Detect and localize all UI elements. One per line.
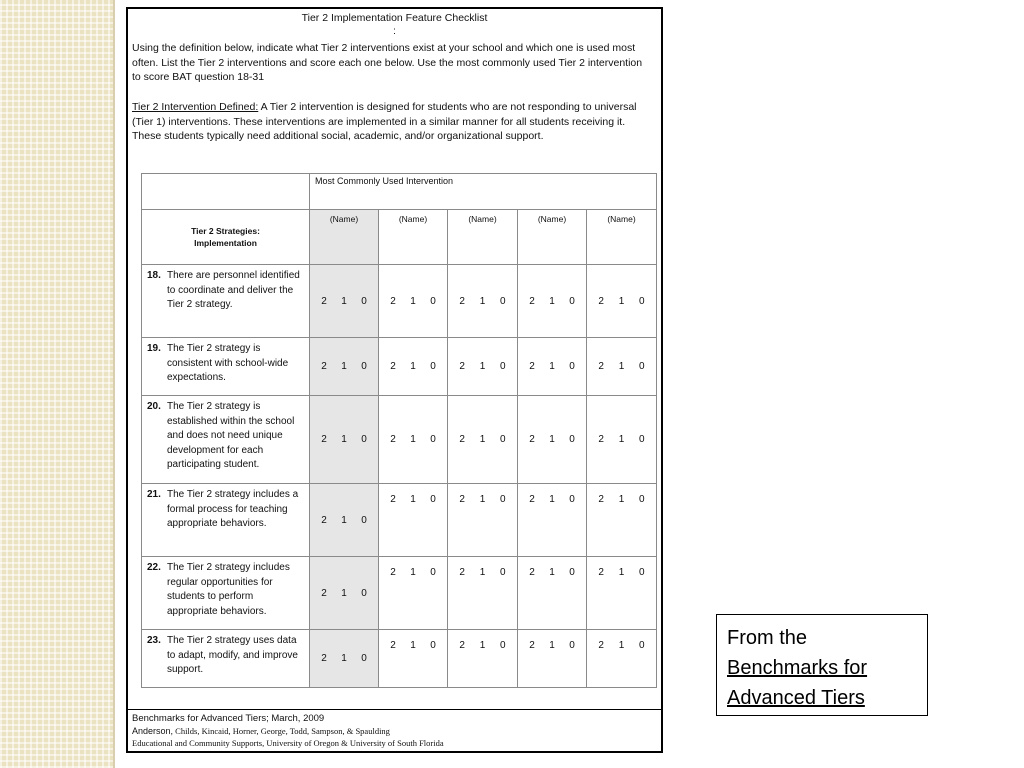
score-option[interactable]: 2 xyxy=(529,640,535,651)
score-cell[interactable] xyxy=(310,557,379,630)
strategy-item-cell xyxy=(142,557,310,630)
footer-authors xyxy=(132,726,390,736)
score-option[interactable]: 1 xyxy=(479,567,486,578)
strategy-item-cell xyxy=(142,338,310,396)
score-cell[interactable] xyxy=(379,338,448,396)
footer-other-authors: Childs, Kincaid, Horner, George, Todd, Sampson, & Spaulding xyxy=(173,726,390,736)
score-option[interactable]: 0 xyxy=(430,567,436,578)
table-row xyxy=(142,557,657,630)
checklist-table xyxy=(141,173,657,688)
score-cell[interactable] xyxy=(379,396,448,484)
score-option[interactable]: 0 xyxy=(430,361,436,372)
score-option[interactable]: 0 xyxy=(569,494,575,505)
score-option[interactable]: 0 xyxy=(639,434,645,445)
caption-box xyxy=(716,614,928,716)
score-cell[interactable] xyxy=(587,265,657,338)
definition-label: Tier 2 Intervention Defined: xyxy=(132,101,259,113)
score-option[interactable]: 0 xyxy=(361,653,367,664)
score-option[interactable]: 2 xyxy=(321,514,327,526)
score-cell[interactable] xyxy=(448,265,518,338)
score-option[interactable]: 2 xyxy=(321,587,327,599)
score-option[interactable]: 2 xyxy=(390,494,396,505)
strategies-header-line2: Implementation xyxy=(194,238,257,248)
score-option[interactable]: 2 xyxy=(390,295,396,307)
decorative-divider xyxy=(113,0,115,768)
caption-link-line2[interactable]: Advanced Tiers xyxy=(727,687,865,709)
item-text: There are personnel identified to coordinate and deliver the Tier 2 strategy. xyxy=(167,270,300,311)
strategies-header xyxy=(142,210,310,265)
score-option[interactable]: 1 xyxy=(341,434,347,445)
score-option[interactable]: 1 xyxy=(410,640,416,651)
score-option[interactable]: 0 xyxy=(500,434,506,445)
score-cell[interactable] xyxy=(448,338,518,396)
score-option[interactable]: 2 xyxy=(390,434,396,445)
document-title: Tier 2 Implementation Feature Checklist xyxy=(301,12,488,24)
score-option[interactable]: 1 xyxy=(618,434,625,445)
footer-lead-author: Anderson, xyxy=(132,726,174,736)
table-row xyxy=(142,265,657,338)
score-option[interactable]: 2 xyxy=(321,361,327,372)
score-option[interactable]: 1 xyxy=(549,567,555,578)
score-option[interactable]: 1 xyxy=(341,514,347,526)
score-option[interactable]: 0 xyxy=(430,494,436,505)
score-option[interactable]: 2 xyxy=(598,494,604,505)
title-colon: : xyxy=(393,26,396,37)
item-number: 19. xyxy=(147,343,161,354)
item-text: The Tier 2 strategy includes a formal process for teaching appropriate behaviors. xyxy=(167,489,299,530)
score-cell[interactable] xyxy=(518,630,587,688)
score-option[interactable]: 2 xyxy=(598,361,604,372)
score-option[interactable]: 0 xyxy=(500,361,506,372)
name-header-1: (Name) xyxy=(310,210,379,265)
score-option[interactable]: 1 xyxy=(410,295,416,307)
score-option[interactable]: 1 xyxy=(618,567,625,578)
score-option[interactable]: 1 xyxy=(549,494,555,505)
score-option[interactable]: 0 xyxy=(500,567,506,578)
header-blank-cell xyxy=(142,174,310,210)
score-option[interactable]: 1 xyxy=(479,640,486,651)
score-cell[interactable] xyxy=(518,338,587,396)
score-option[interactable]: 2 xyxy=(459,295,465,307)
name-header-3: (Name) xyxy=(448,210,518,265)
score-option[interactable]: 1 xyxy=(341,361,347,372)
score-cell[interactable] xyxy=(518,396,587,484)
score-option[interactable]: 2 xyxy=(598,295,604,307)
item-number: 18. xyxy=(147,270,161,281)
score-option[interactable]: 1 xyxy=(341,653,347,664)
score-option[interactable]: 1 xyxy=(479,434,486,445)
checklist-document xyxy=(126,7,663,753)
table-row xyxy=(142,396,657,484)
score-option[interactable]: 1 xyxy=(618,361,625,372)
item-number: 20. xyxy=(147,401,161,412)
score-option[interactable]: 1 xyxy=(549,295,555,307)
score-option[interactable]: 0 xyxy=(361,295,367,307)
score-option[interactable]: 0 xyxy=(639,494,645,505)
score-option[interactable]: 0 xyxy=(500,494,506,505)
score-option[interactable]: 0 xyxy=(569,567,575,578)
score-cell[interactable] xyxy=(587,338,657,396)
score-option[interactable]: 0 xyxy=(639,295,645,307)
score-option[interactable]: 1 xyxy=(479,361,486,372)
score-option[interactable]: 0 xyxy=(430,295,436,307)
intro-paragraph: Using the definition below, indicate what Tier 2 interventions exist at your school and which one is used most often. List the Tier 2 interventions and score each one below. Use the most commonly used Tier 2 intervention to score BAT question 18-31 xyxy=(132,42,643,84)
score-cell[interactable] xyxy=(448,396,518,484)
score-cell[interactable] xyxy=(448,630,518,688)
table-header-row-1 xyxy=(142,174,657,210)
table-row xyxy=(142,630,657,688)
score-option[interactable]: 0 xyxy=(500,640,506,651)
score-option[interactable]: 1 xyxy=(479,494,486,505)
score-cell[interactable] xyxy=(310,630,379,688)
score-option[interactable]: 1 xyxy=(341,295,347,307)
item-number: 21. xyxy=(147,489,161,500)
score-cell[interactable] xyxy=(379,630,448,688)
score-option[interactable]: 1 xyxy=(618,494,625,505)
score-cell[interactable] xyxy=(310,484,379,557)
score-option[interactable]: 2 xyxy=(529,567,535,578)
score-cell[interactable] xyxy=(448,557,518,630)
decorative-pattern-strip xyxy=(0,0,113,768)
score-option[interactable]: 2 xyxy=(459,434,465,445)
score-option[interactable]: 1 xyxy=(479,295,486,307)
name-header-4: (Name) xyxy=(518,210,587,265)
item-number: 22. xyxy=(147,562,161,573)
score-option[interactable]: 0 xyxy=(430,434,436,445)
footer-source: Benchmarks for Advanced Tiers; March, 2009 xyxy=(132,713,325,724)
score-option[interactable]: 0 xyxy=(361,434,367,445)
score-cell[interactable] xyxy=(518,557,587,630)
score-option[interactable]: 0 xyxy=(639,640,645,651)
item-text: The Tier 2 strategy includes regular opportunities for students to perform appropriate behaviors. xyxy=(167,562,290,617)
score-option[interactable]: 1 xyxy=(410,434,416,445)
score-option[interactable]: 2 xyxy=(598,567,604,578)
score-cell[interactable] xyxy=(310,338,379,396)
name-header-2: (Name) xyxy=(379,210,448,265)
score-cell[interactable] xyxy=(379,265,448,338)
item-text: The Tier 2 strategy uses data to adapt, modify, and improve support. xyxy=(167,635,298,676)
score-option[interactable]: 1 xyxy=(341,587,347,599)
score-option[interactable]: 1 xyxy=(549,640,555,651)
table-row xyxy=(142,338,657,396)
score-option[interactable]: 0 xyxy=(639,567,645,578)
score-cell[interactable] xyxy=(587,557,657,630)
most-common-header: Most Commonly Used Intervention xyxy=(310,174,657,210)
score-option[interactable]: 2 xyxy=(598,640,604,651)
score-option[interactable]: 2 xyxy=(529,434,535,445)
score-option[interactable]: 1 xyxy=(410,567,416,578)
score-option[interactable]: 2 xyxy=(390,640,396,651)
strategy-item-cell xyxy=(142,265,310,338)
score-option[interactable]: 2 xyxy=(321,295,327,307)
score-option[interactable]: 0 xyxy=(500,295,506,307)
score-option[interactable]: 2 xyxy=(598,434,604,445)
caption-prefix: From the xyxy=(727,627,808,649)
score-option[interactable]: 0 xyxy=(569,295,575,307)
score-option[interactable]: 0 xyxy=(361,587,367,599)
score-option[interactable]: 2 xyxy=(529,361,535,372)
score-cell[interactable] xyxy=(587,396,657,484)
score-option[interactable]: 0 xyxy=(361,514,367,526)
footer-divider xyxy=(128,709,661,710)
definition-paragraph xyxy=(132,100,652,144)
score-cell[interactable] xyxy=(587,484,657,557)
score-cell[interactable] xyxy=(518,265,587,338)
score-option[interactable]: 0 xyxy=(569,640,575,651)
strategy-item-cell xyxy=(142,630,310,688)
score-option[interactable]: 0 xyxy=(569,434,575,445)
score-cell[interactable] xyxy=(518,484,587,557)
score-cell[interactable] xyxy=(310,396,379,484)
strategy-item-cell xyxy=(142,484,310,557)
score-option[interactable]: 2 xyxy=(321,434,327,445)
score-cell[interactable] xyxy=(379,484,448,557)
score-option[interactable]: 2 xyxy=(529,295,535,307)
score-option[interactable]: 1 xyxy=(549,361,555,372)
score-option[interactable]: 2 xyxy=(459,494,465,505)
score-option[interactable]: 0 xyxy=(361,361,367,372)
score-option[interactable]: 1 xyxy=(549,434,555,445)
strategy-item-cell xyxy=(142,396,310,484)
score-option[interactable]: 2 xyxy=(529,494,535,505)
definition-text: A Tier 2 intervention is designed for students who are not responding to universal (Tier 1) interventions. These interventions are implemented in a similar manner for all students receiving it. These students typically need additional social, academic, and/or organizational support. xyxy=(132,101,637,143)
score-option[interactable]: 0 xyxy=(430,640,436,651)
item-number: 23. xyxy=(147,635,161,646)
score-cell[interactable] xyxy=(448,484,518,557)
score-option[interactable]: 2 xyxy=(390,361,396,372)
score-option[interactable]: 2 xyxy=(390,567,396,578)
score-option[interactable]: 2 xyxy=(321,653,327,664)
score-cell[interactable] xyxy=(587,630,657,688)
table-header-row-2 xyxy=(142,210,657,265)
strategies-header-line1: Tier 2 Strategies: xyxy=(191,226,260,236)
score-cell[interactable] xyxy=(310,265,379,338)
score-option[interactable]: 1 xyxy=(618,640,625,651)
score-option[interactable]: 1 xyxy=(410,494,416,505)
score-option[interactable]: 1 xyxy=(410,361,416,372)
table-row xyxy=(142,484,657,557)
name-header-5: (Name) xyxy=(587,210,657,265)
score-option[interactable]: 0 xyxy=(569,361,575,372)
score-cell[interactable] xyxy=(379,557,448,630)
caption-link-line1[interactable]: Benchmarks for xyxy=(727,657,868,679)
score-option[interactable]: 2 xyxy=(459,361,465,372)
item-text: The Tier 2 strategy is consistent with school-wide expectations. xyxy=(167,343,289,384)
score-option[interactable]: 0 xyxy=(639,361,645,372)
score-option[interactable]: 1 xyxy=(618,295,625,307)
footer-affiliation: Educational and Community Supports, University of Oregon & University of South Florida xyxy=(132,738,444,748)
score-option[interactable]: 2 xyxy=(459,567,465,578)
score-option[interactable]: 2 xyxy=(459,640,465,651)
item-text: The Tier 2 strategy is established within the school and does not need unique development for each participating student. xyxy=(167,401,295,471)
